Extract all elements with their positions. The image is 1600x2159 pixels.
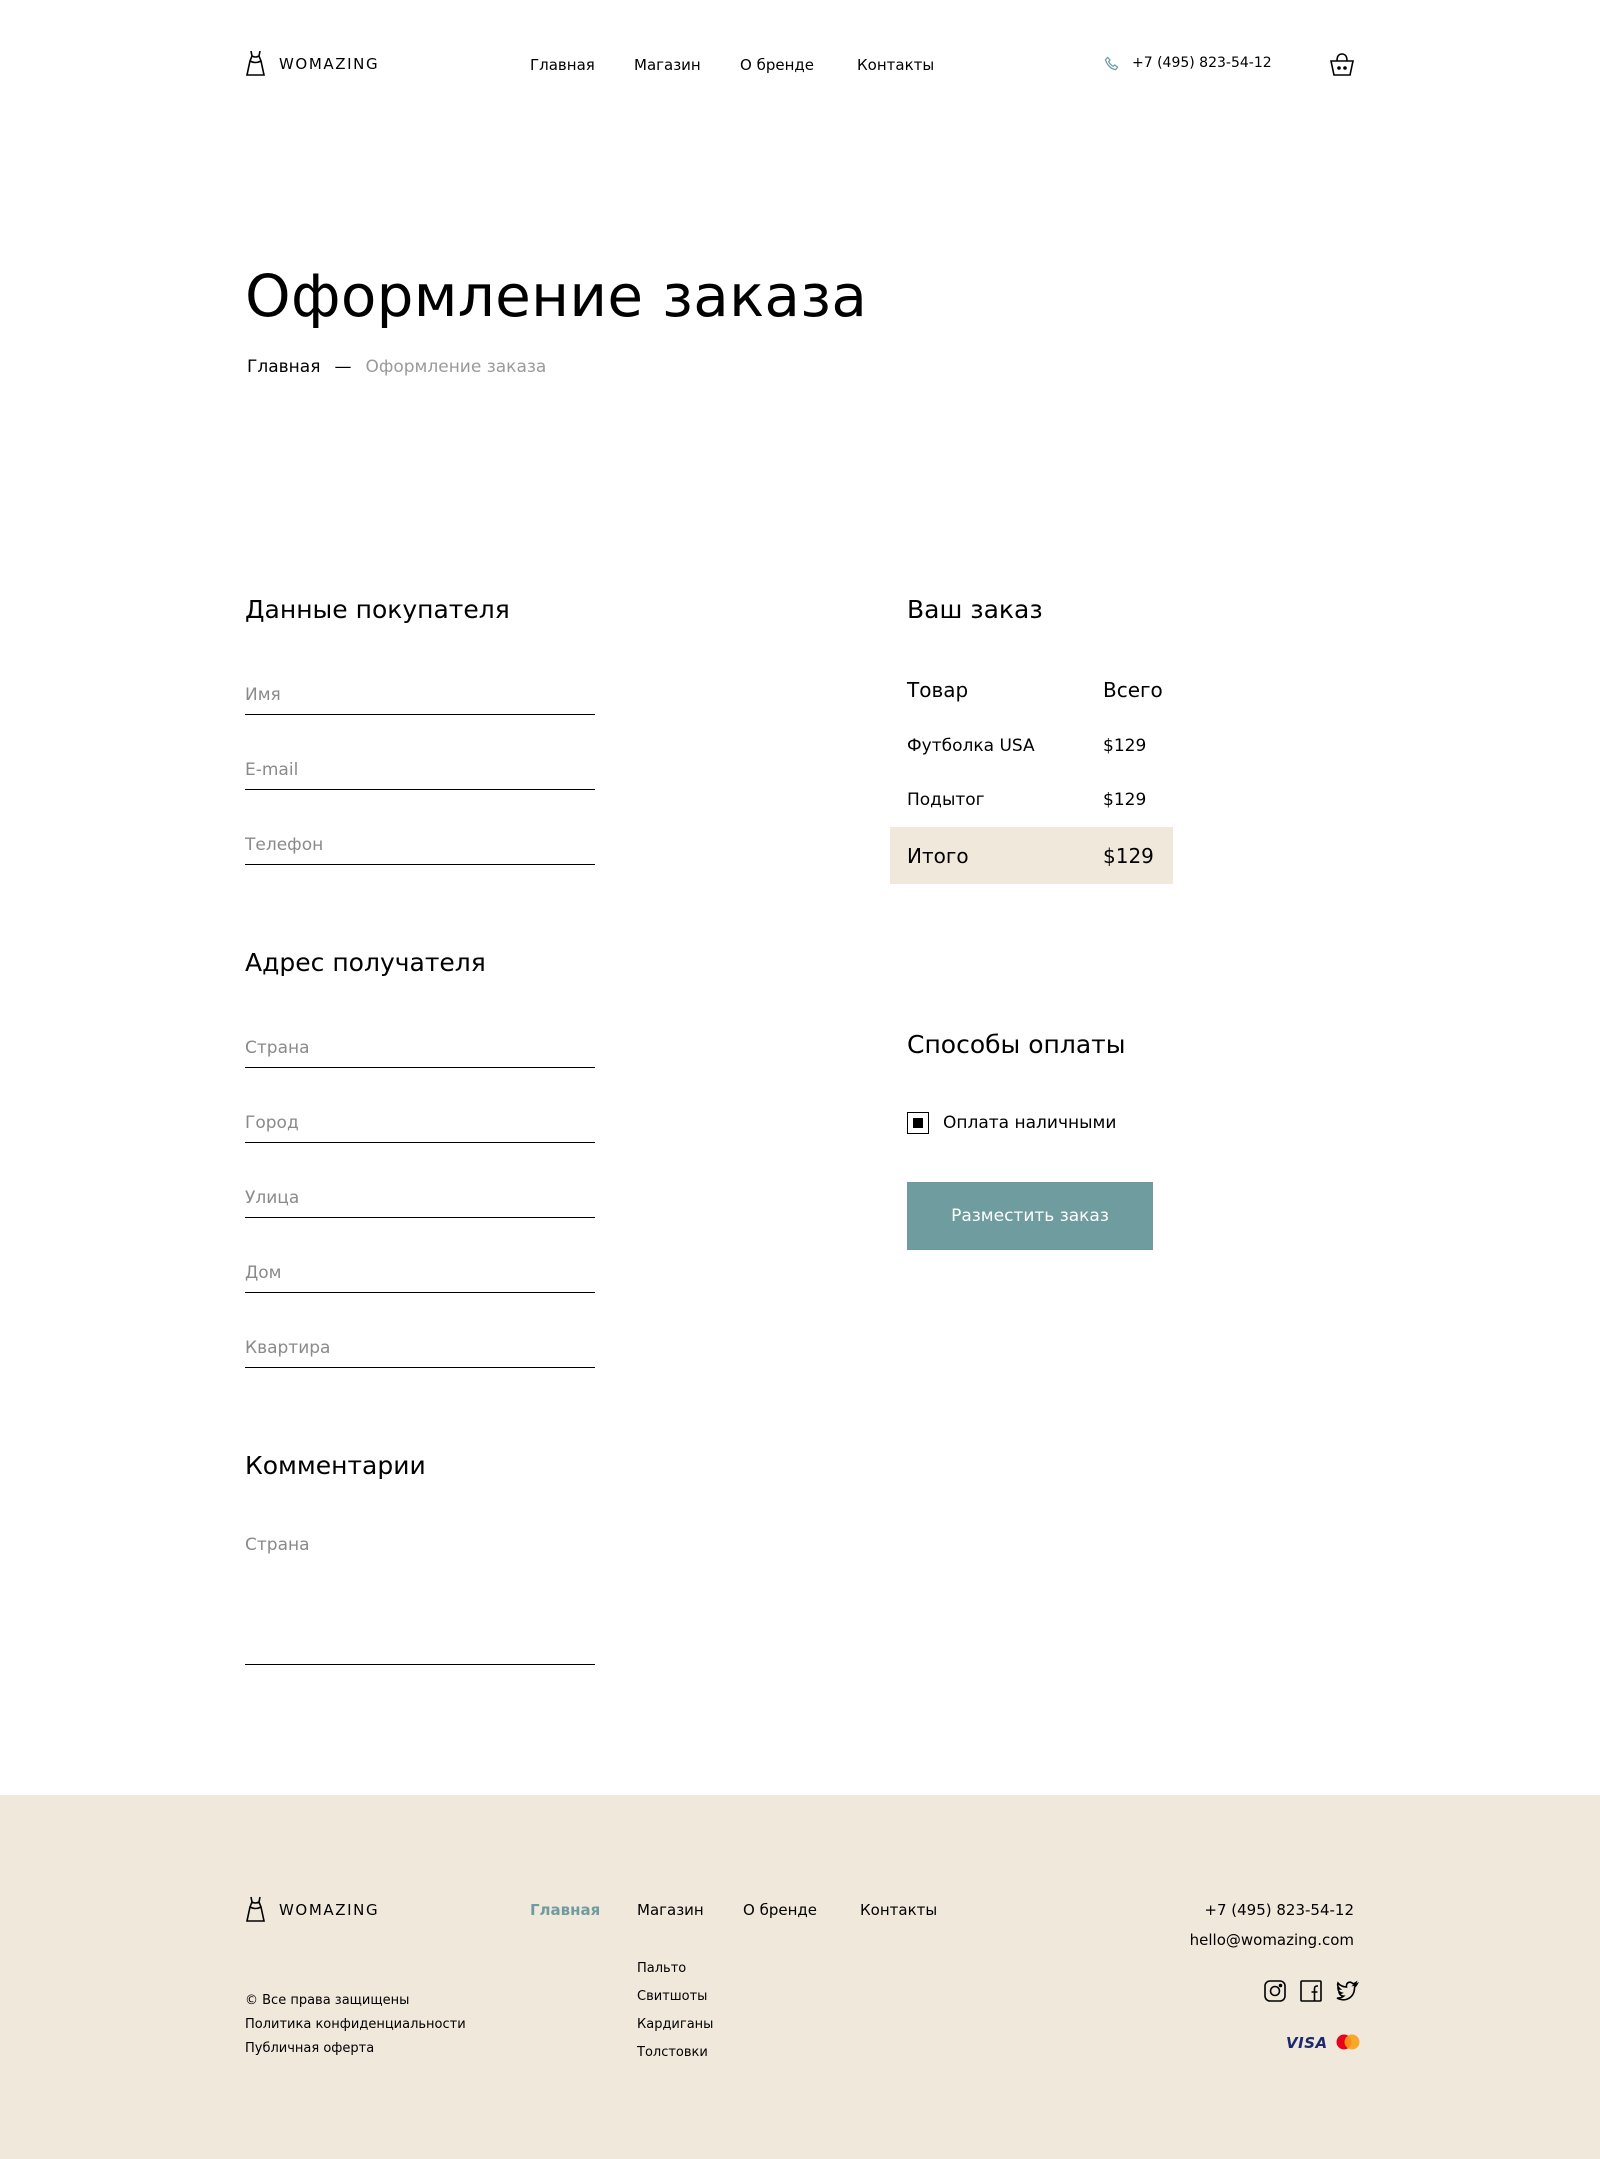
page-title: Оформление заказа — [245, 262, 868, 330]
footer-phone[interactable]: +7 (495) 823-54-12 — [1204, 1901, 1354, 1919]
breadcrumb — [247, 357, 546, 377]
country-input[interactable] — [245, 1028, 595, 1068]
city-input[interactable] — [245, 1103, 595, 1143]
visa-logo: VISA — [1286, 2034, 1328, 2052]
name-input[interactable] — [245, 675, 595, 715]
total-value: $129 — [1103, 844, 1154, 868]
cash-payment-label[interactable]: Оплата наличными — [943, 1113, 1117, 1133]
header-phone-text: +7 (495) 823-54-12 — [1132, 55, 1272, 71]
order-item-price: $129 — [1103, 736, 1147, 756]
dress-logo-icon — [245, 50, 266, 77]
subtotal-label: Подытог — [907, 790, 985, 810]
header-logo[interactable] — [245, 50, 379, 77]
nav-about[interactable]: О бренде — [740, 56, 814, 74]
checkbox-checked-mark — [913, 1118, 923, 1128]
buyer-section-title: Данные покупателя — [245, 595, 510, 624]
order-col-product: Товар — [907, 678, 969, 702]
footer-shop-submenu — [637, 1955, 713, 2067]
comments-section-title: Комментарии — [245, 1451, 426, 1480]
copyright-text: © Все права защищены — [245, 1993, 410, 2008]
footer-nav-about[interactable]: О бренде — [743, 1901, 817, 1919]
breadcrumb-home[interactable]: Главная — [247, 357, 321, 377]
breadcrumb-current: Оформление заказа — [365, 357, 547, 377]
footer-sub-sweatshirts[interactable]: Свитшоты — [637, 1989, 708, 2004]
cart-button[interactable] — [1329, 52, 1355, 81]
footer-sub-hoodies[interactable]: Толстовки — [637, 2045, 708, 2060]
total-label: Итого — [907, 844, 969, 868]
apartment-input[interactable] — [245, 1328, 595, 1368]
brand-name: WOMAZING — [279, 54, 380, 73]
dress-logo-icon — [245, 1896, 266, 1923]
footer-sub-cardigans[interactable]: Кардиганы — [637, 2017, 714, 2032]
email-input[interactable] — [245, 750, 595, 790]
cash-payment-checkbox[interactable] — [907, 1112, 929, 1134]
nav-contacts[interactable]: Контакты — [857, 56, 935, 74]
footer-nav-home[interactable]: Главная — [530, 1901, 601, 1919]
instagram-icon[interactable] — [1263, 1979, 1287, 2003]
phone-input[interactable] — [245, 825, 595, 865]
subtotal-value: $129 — [1103, 790, 1147, 810]
footer-legal — [245, 1989, 466, 2061]
basket-icon — [1329, 52, 1355, 77]
footer — [0, 1795, 1600, 2159]
privacy-policy-link[interactable]: Политика конфиденциальности — [245, 2017, 466, 2032]
header-phone[interactable] — [1104, 55, 1272, 71]
payment-marks — [1286, 2033, 1362, 2053]
footer-email[interactable]: hello@womazing.com — [1189, 1931, 1354, 1949]
mastercard-logo-icon — [1334, 2033, 1362, 2053]
footer-logo[interactable] — [245, 1896, 379, 1923]
social-links — [1263, 1979, 1359, 2003]
order-item-name: Футболка USA — [907, 736, 1035, 756]
twitter-icon[interactable] — [1335, 1979, 1359, 2003]
comments-textarea[interactable] — [245, 1535, 595, 1665]
footer-sub-coats[interactable]: Пальто — [637, 1961, 687, 1976]
order-col-total: Всего — [1103, 678, 1163, 702]
street-input[interactable] — [245, 1178, 595, 1218]
public-offer-link[interactable]: Публичная оферта — [245, 2041, 375, 2056]
phone-icon — [1104, 56, 1119, 71]
facebook-icon[interactable] — [1299, 1979, 1323, 2003]
footer-nav-contacts[interactable]: Контакты — [860, 1901, 938, 1919]
payment-section-title: Способы оплаты — [907, 1030, 1126, 1059]
breadcrumb-separator: — — [334, 357, 352, 377]
place-order-button[interactable]: Разместить заказ — [907, 1182, 1153, 1250]
address-section-title: Адрес получателя — [245, 948, 486, 977]
footer-nav-shop[interactable]: Магазин — [637, 1901, 704, 1919]
footer-brand-name: WOMAZING — [279, 1900, 380, 1919]
nav-home[interactable]: Главная — [530, 56, 595, 74]
order-section-title: Ваш заказ — [907, 595, 1043, 624]
house-input[interactable] — [245, 1253, 595, 1293]
nav-shop[interactable]: Магазин — [634, 56, 701, 74]
